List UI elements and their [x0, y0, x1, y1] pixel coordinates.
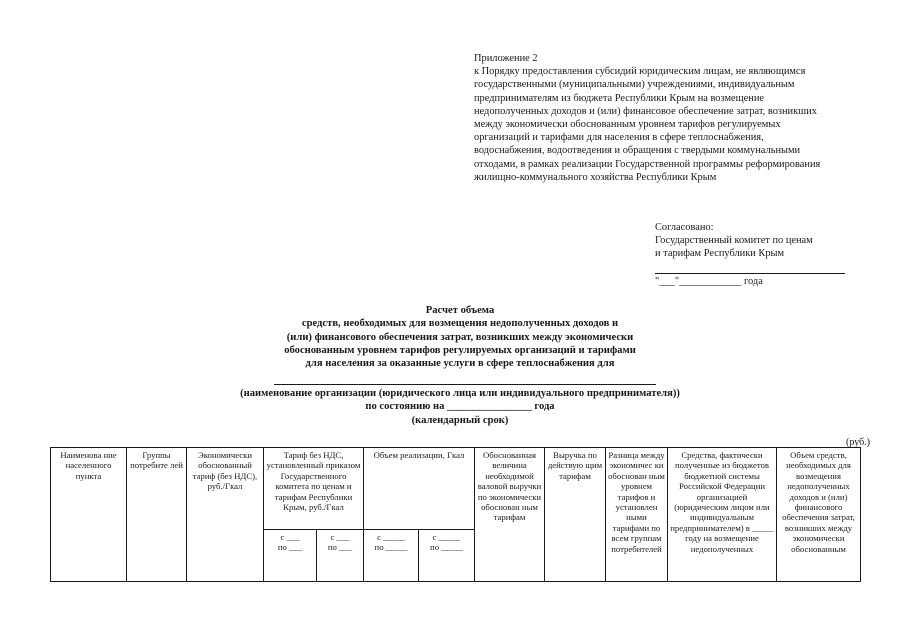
header-justified-revenue: Обоснованная величина необходимой валовой выручки по экономически обоснован ным тарифам [475, 448, 545, 582]
organization-caption [180, 387, 740, 427]
period-from: с _____ [432, 532, 461, 542]
period-cell [264, 530, 317, 582]
header-funds-received: Средства, фактически полученные из бюджетов бюджетной системы Российской Федерации организацией (юридическим лицом или индивидуальным предпринимателем) в _____ году на возмещение недополученных [668, 448, 777, 582]
approval-date: "___"____________ года [655, 276, 763, 287]
appendix-line: предпринимателям из бюджета Республики Крым на возмещение [474, 92, 764, 104]
title-line: Расчет объема [425, 305, 495, 316]
period-cell [317, 530, 364, 582]
approval-line: и тарифам Республики Крым [655, 248, 785, 260]
caption-line: по состоянию на ________________ года [365, 401, 555, 413]
caption-line: (календарный срок) [411, 414, 509, 426]
signature-line [655, 273, 845, 274]
appendix-line: жилищно-коммунального хозяйства Республики Крым [474, 171, 717, 183]
appendix-line: водоснабжения, водоотведения и обращения с твердыми коммунальными [474, 145, 801, 157]
header-economic-tariff: Экономически обоснованный тариф (без НДС), руб./Гкал [187, 448, 264, 582]
header-funds-needed: Объем средств, необходимых для возмещения недополученных доходов и (или) финансового обеспечения затрат, возникших между экономически обоснованным [777, 448, 861, 582]
period-to: по _____ [430, 542, 463, 553]
period-to: по _____ [374, 542, 408, 553]
appendix-header [474, 52, 884, 184]
appendix-line: отходами, в рамках реализации Государственной программы реформирования [474, 158, 821, 170]
title-line: для населения за оказанные услуги в сфере теплоснабжения для [305, 358, 615, 370]
period-from: с ___ [330, 532, 350, 542]
title-line: обоснованным уровнем тарифов регулируемых организаций и тарифами [284, 344, 636, 356]
period-to: по ___ [277, 542, 303, 553]
document-title [180, 304, 740, 370]
appendix-line: государственными (муниципальными) учреждениями, индивидуальным [474, 79, 795, 91]
currency-unit: (руб.) [846, 437, 870, 448]
appendix-line: между экономически обоснованным уровнем тарифов регулируемых [474, 119, 781, 131]
appendix-line: к Порядку предоставления субсидий юридическим лицам, не являющимся [474, 66, 806, 78]
title-line: средств, необходимых для возмещения недополученных доходов и [301, 318, 619, 330]
caption-line: (наименование организации (юридического лица или индивидуального предпринимателя)) [240, 388, 680, 399]
period-from: с ___ [280, 532, 300, 542]
appendix-line: Приложение 2 [474, 53, 538, 64]
period-cell [419, 530, 475, 582]
header-settlement: Наименова ние населенного пункта [51, 448, 127, 582]
title-line: (или) финансового обеспечения затрат, возникших между экономически [286, 331, 634, 343]
header-tariff-no-vat: Тариф без НДС, установленный приказом Государственного комитета по ценам и тарифам Республики Крым, руб./Гкал [264, 448, 364, 530]
appendix-line: недополученных доходов и (или) финансовое обеспечение затрат, возникших [474, 105, 817, 117]
approval-line: Государственный комитет по ценам [655, 235, 813, 247]
approval-line: Согласовано: [655, 222, 714, 233]
approval-block [655, 221, 865, 261]
period-to: по ___ [327, 542, 353, 553]
header-sales-volume: Объем реализации, Гкал [364, 448, 475, 530]
header-tariff-difference: Разница между экономичес ки обоснован ным уровнем тарифов и установлен ными тарифами по всем группам потребителей [606, 448, 668, 582]
period-from: с _____ [377, 532, 405, 542]
header-consumer-groups: Группы потребите лей [127, 448, 187, 582]
organization-name-line [274, 384, 656, 385]
period-cell [364, 530, 419, 582]
calculation-table [50, 447, 861, 582]
header-revenue-current: Выручка по действую щим тарифам [545, 448, 606, 582]
appendix-line: организаций и тарифами для населения в сфере теплоснабжения, [474, 132, 764, 144]
